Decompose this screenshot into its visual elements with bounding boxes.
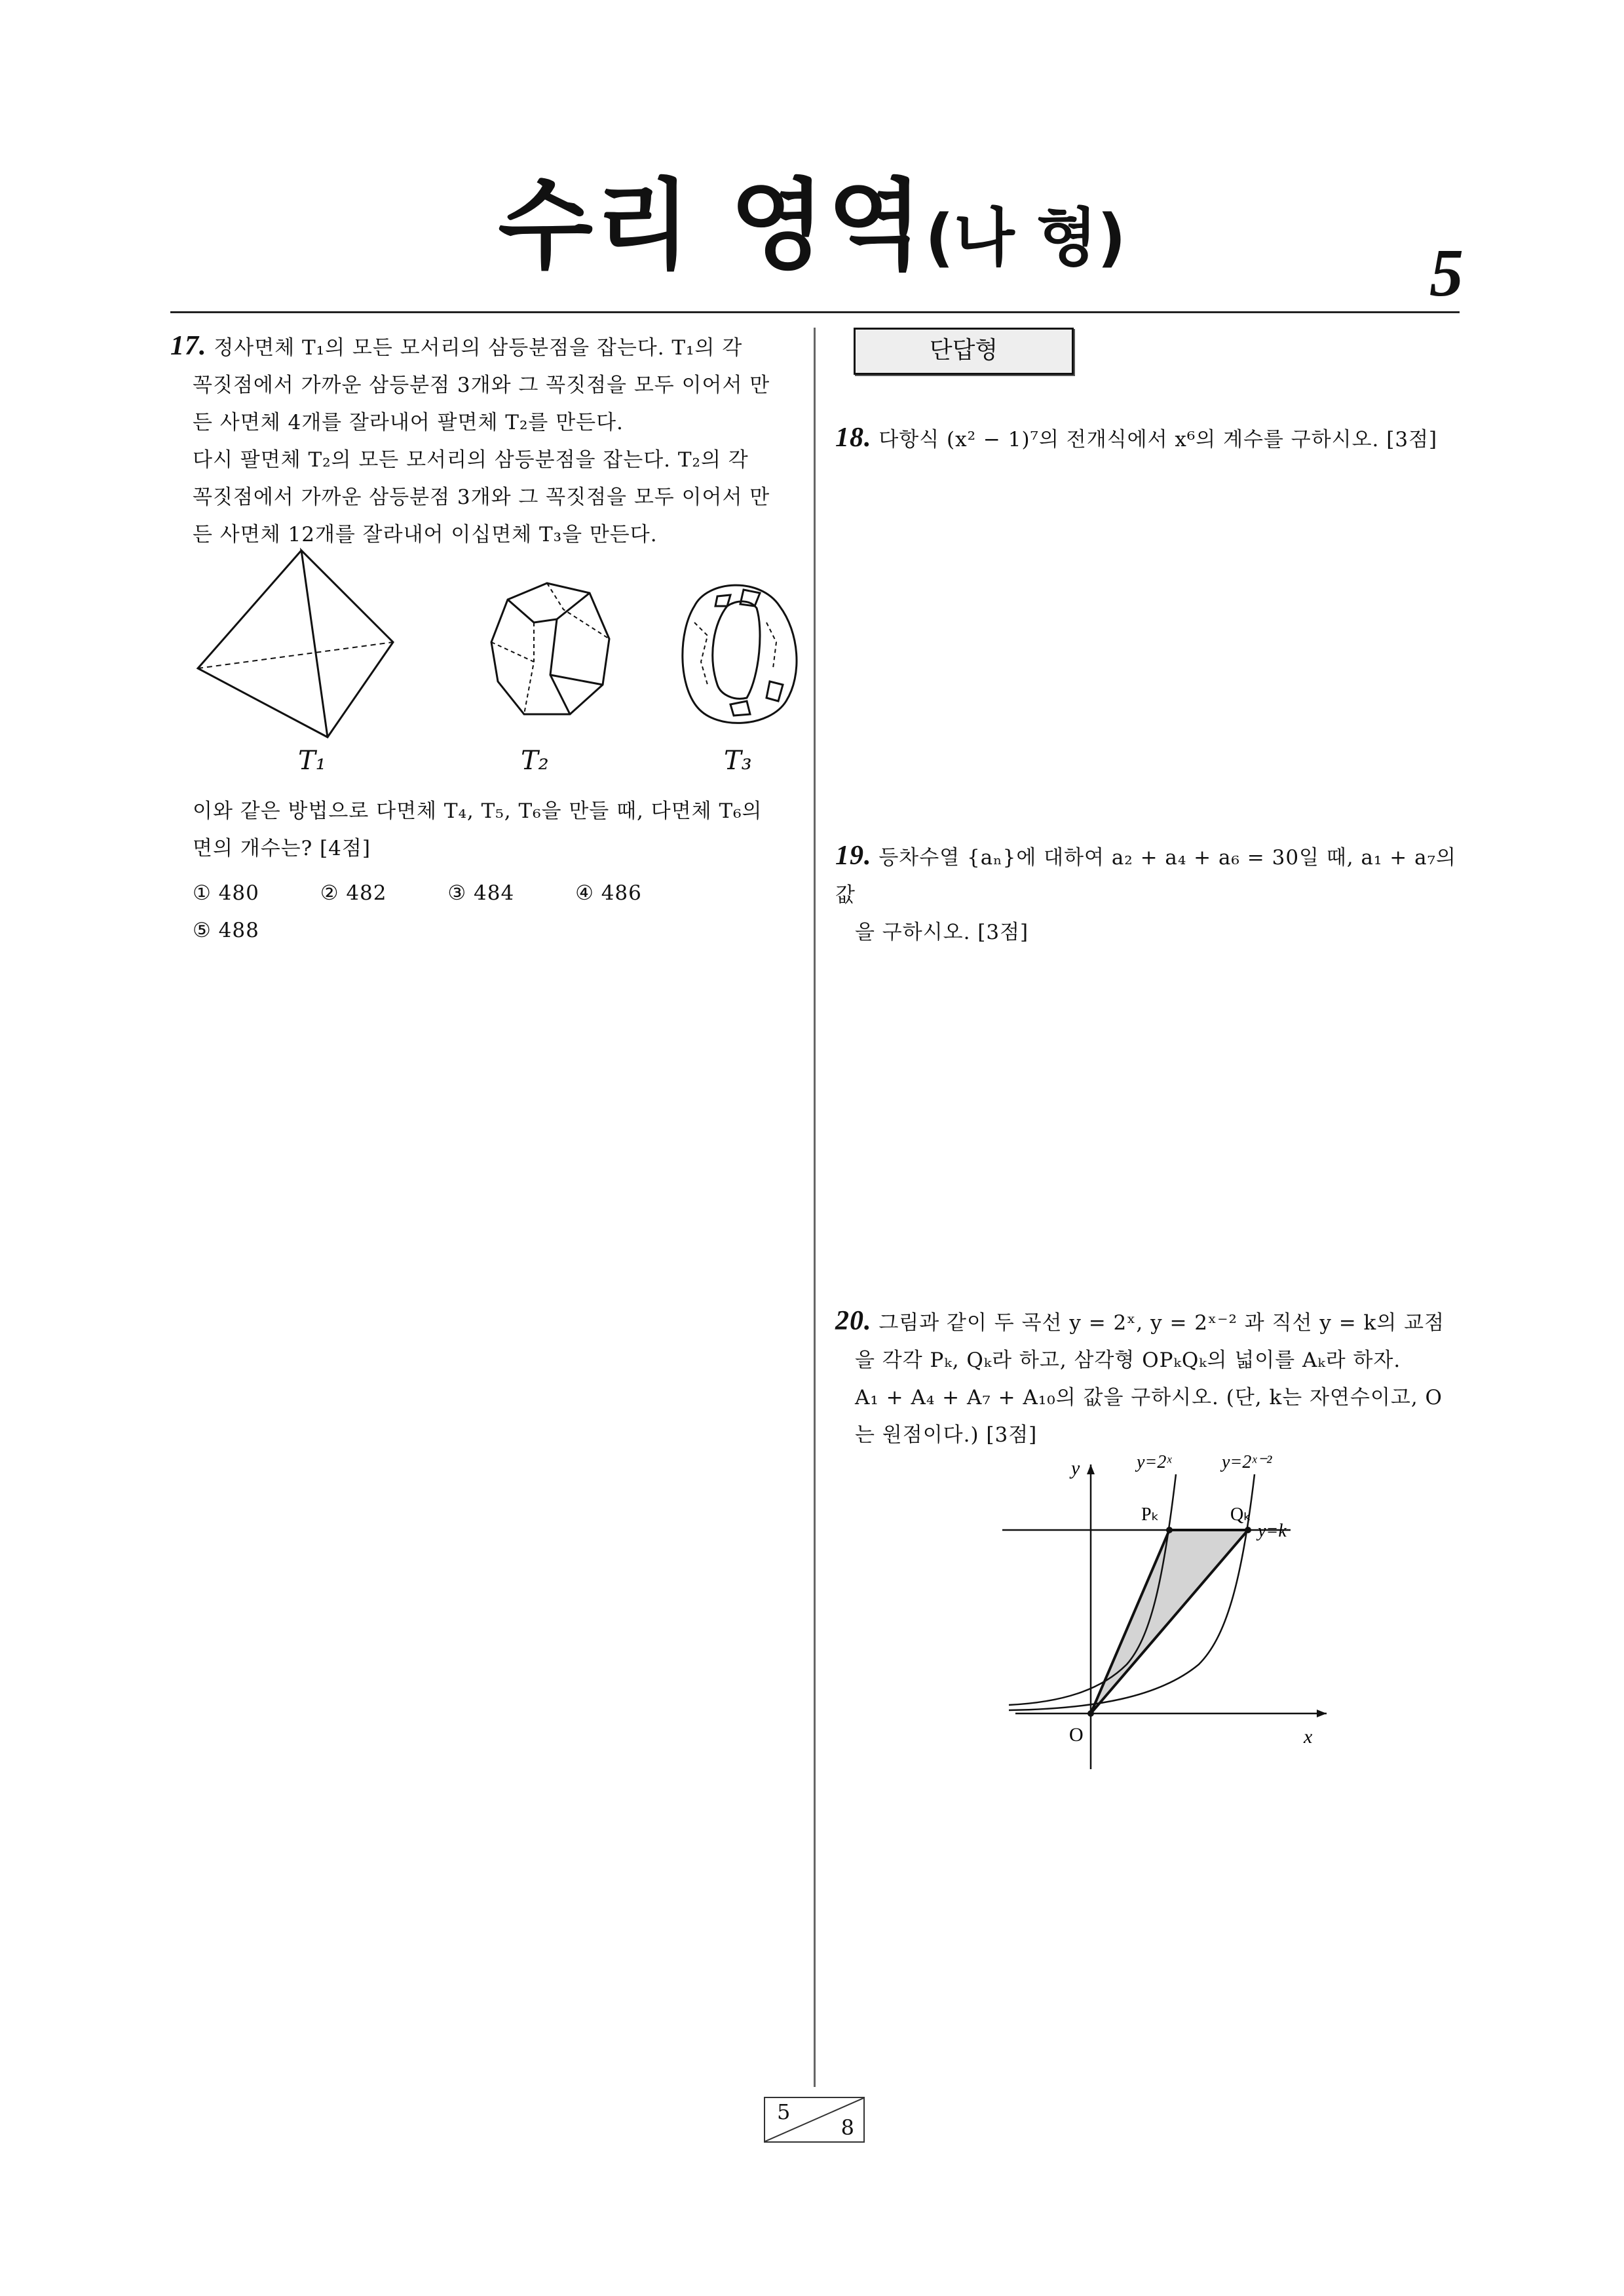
question-text: A₁ + A₄ + A₇ + A₁₀의 값을 구하시오. (단, k는 자연수이고, O [855,1386,1443,1409]
question-text: 면의 개수는? [4점] [193,837,371,860]
question-text: 꼭짓점에서 가까운 삼등분점 3개와 그 꼭짓점을 모두 이어서 만 [193,373,770,397]
short-answer-badge: 단답형 [854,328,1074,375]
curve-2x-label: y=2ˣ [1137,1455,1172,1472]
question-text: 등차수열 {aₙ}에 대하여 a₂ + a₄ + a₆ = 30일 때, a₁ + a₇의 값 [835,846,1456,907]
question-number: 18. [835,423,872,453]
figure-label-t3: T₃ [724,746,752,776]
origin-label: O [1069,1724,1084,1746]
choice-1[interactable]: ① 480 [193,881,259,905]
question-number: 19. [835,841,872,871]
question-text: 이와 같은 방법으로 다면체 T₄, T₅, T₆을 만들 때, 다면체 T₆의 [193,799,763,823]
tetrahedron-t1 [198,550,393,737]
title-main: 수리 영역 [498,169,926,283]
point-p [1166,1527,1173,1533]
point-q-label: Qₖ [1230,1504,1252,1525]
choice-5[interactable]: ⑤ 488 [193,919,259,942]
polyhedra-figure [183,544,812,793]
question-text: 정사면체 T₁의 모든 모서리의 삼등분점을 잡는다. T₁의 각 [214,336,743,360]
question-text: 는 원점이다.) [3점] [855,1423,1038,1447]
choice-3[interactable]: ③ 484 [447,881,515,905]
question-text: 을 각각 Pₖ, Qₖ라 하고, 삼각형 OPₖQₖ의 넓이를 Aₖ라 하자. [855,1349,1401,1372]
icosahedron-t3 [683,585,797,723]
figure-label-t1: T₁ [298,746,326,776]
curve-2x-minus-2-label: y=2ˣ⁻² [1222,1455,1272,1472]
question-17-prompt [193,793,808,868]
choice-2[interactable]: ② 482 [320,881,387,905]
question-number: 17. [170,331,207,361]
page-number: 5 [1429,235,1463,311]
x-axis-label: x [1304,1726,1313,1748]
choice-4[interactable]: ④ 486 [575,881,642,905]
y-axis-arrow [1087,1464,1095,1474]
q20-graph [996,1455,1336,1782]
page-current: 5 [777,2099,791,2124]
answer-choices [193,875,808,949]
question-text: 그림과 같이 두 곡선 y = 2ˣ, y = 2ˣ⁻² 과 직선 y = k의 교점 [878,1311,1445,1335]
page-title [0,169,1624,283]
question-text: 든 사면체 4개를 잘라내어 팔면체 T₂를 만든다. [193,411,624,434]
question-text: 을 구하시오. [3점] [855,921,1029,944]
octahedron-t2 [491,583,609,714]
question-19 [835,837,1464,951]
question-text: 다항식 (x² − 1)⁷의 전개식에서 x⁶의 계수를 구하시오. [3점] [878,428,1438,451]
curve-2x-minus-2 [1009,1474,1255,1710]
point-q [1245,1527,1251,1533]
page-total: 8 [840,2115,854,2140]
question-text: 다시 팔면체 T₂의 모든 모서리의 삼등분점을 잡는다. T₂의 각 [193,448,749,472]
column-divider [814,328,816,2087]
question-17 [170,328,799,554]
figure-label-t2: T₂ [521,746,549,776]
question-20 [835,1303,1464,1454]
line-y-k-label: y=k [1258,1521,1287,1541]
x-axis-arrow [1317,1710,1327,1717]
title-sub: (나 형) [925,201,1126,275]
question-18 [835,419,1464,459]
question-text: 꼭짓점에서 가까운 삼등분점 3개와 그 꼭짓점을 모두 이어서 만 [193,486,770,509]
page-indicator-box [764,2097,865,2143]
header-rule [170,311,1460,313]
origin-point [1087,1710,1094,1717]
point-p-label: Pₖ [1141,1504,1160,1525]
question-text: 든 사면체 12개를 잘라내어 이십면체 T₃을 만든다. [193,523,658,546]
question-number: 20. [835,1306,872,1336]
y-axis-label: y [1071,1457,1080,1479]
